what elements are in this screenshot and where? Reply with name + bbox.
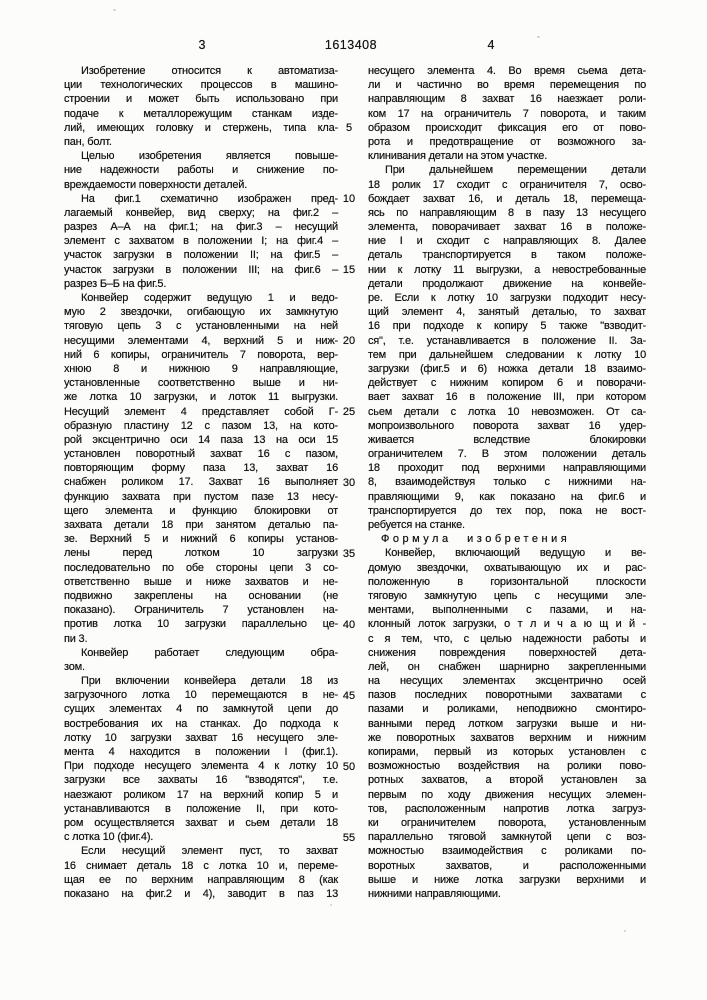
scan-speck	[624, 930, 626, 932]
right-column	[368, 64, 646, 901]
text-line: на несущих элементах эксцентрично осей	[368, 675, 646, 688]
text-line: ясь по направляющим 8 в пазу 13 несущего	[368, 206, 646, 219]
text-line: На фиг.1 схематично изображен пред-	[81, 192, 338, 205]
text-line: сущих элементах 4 по замкнутой цепи до	[64, 703, 338, 716]
text-line: ответственно выше и ниже захватов и не-	[64, 575, 338, 588]
text-line: ли и частично во время перемещения по	[368, 79, 646, 92]
text-line: с я тем, что, с целью надежности работы и	[368, 632, 646, 645]
text-line: подвижно закреплены на основании (не	[64, 589, 338, 602]
line-number: 15	[342, 263, 356, 276]
text-line: элемента, поворачивает захват 16 в положе-	[368, 221, 646, 234]
text-line: рота и предотвращение от возможного за-	[368, 135, 646, 148]
line-number: 40	[342, 618, 356, 631]
text-line: можностью взаимодействия с роликами по-	[368, 845, 646, 858]
text-line: востребования их на станках. До подхода к	[64, 717, 338, 730]
text-line: повторяющим форму паза 13, захват 16	[64, 462, 338, 475]
text-line: тов, расположенным напротив лотка загруз-	[368, 802, 646, 815]
text-line: установленные соответственно выше и ни-	[64, 377, 338, 390]
text-line: лены перед лотком 10 загрузки	[64, 547, 338, 560]
text-line: снижения повреждения поверхностей дета-	[368, 646, 646, 659]
text-line: лагаемый конвейер, вид сверху; на фиг.2 –	[64, 206, 338, 219]
text-line: 18 проходит под верхними направляющими	[368, 462, 646, 475]
text-line: установлен поворотный захват 16 с пазом,	[64, 448, 338, 461]
text-line: тем при дальнейшем следовании к лотку 10	[368, 348, 646, 361]
text-line: положенную в горизонтальной плоскости	[368, 575, 646, 588]
text-line: домую звездочки, охватывающую их и рас-	[368, 561, 646, 574]
text-line: ки ограничителем поворота, установленным	[368, 816, 646, 829]
text-line: тяговую цепь 3 с установленными на ней	[64, 320, 338, 333]
patent-number: 1613408	[324, 38, 378, 52]
text-line: Конвейер, включающий ведущую и ве-	[385, 547, 646, 560]
text-line: пазами и роликами, неподвижно смонтиро-	[368, 703, 646, 716]
text-line: зом.	[64, 660, 85, 673]
line-number: 25	[342, 405, 356, 418]
text-line: образную пластину 12 с пазом 13, на кото-	[64, 419, 338, 432]
text-line: мента 4 находится в положении I (фиг.1).	[64, 746, 338, 758]
text-line: сьем детали с лотка 10 невозможен. От са-	[368, 405, 646, 418]
left-column	[64, 64, 338, 901]
text-line: направляющим 8 захват 16 наезжает роли-	[368, 93, 646, 106]
text-line: образом происходит фиксация его от пово-	[368, 121, 646, 134]
text-line: воротных захватов, и расположенными	[368, 859, 646, 872]
text-line: первым по ходу движения несущих элемен-	[368, 788, 646, 801]
scan-speck	[330, 904, 332, 906]
scan-speck	[113, 9, 116, 11]
text-line: элемент с захватом в положении I; на фиг.4 –	[64, 235, 338, 248]
right-page-number: 4	[487, 38, 495, 52]
text-line: ся", т.е. устанавливается в положение II. За-	[368, 334, 646, 347]
line-number: 20	[342, 334, 356, 347]
text-line: пи 3.	[64, 632, 88, 645]
text-line: Конвейер работает следующим обра-	[81, 646, 338, 659]
text-line: против лотка 10 загрузки параллельно це-	[64, 618, 338, 631]
text-line: Целью изобретения является повыше-	[81, 150, 338, 163]
text-line: устанавливаются в положение II, при кото-	[64, 802, 338, 815]
text-line: щий элемент 4, занятый деталью, то захват	[368, 306, 646, 319]
text-line: пан, болт.	[64, 135, 112, 148]
text-line: мую 2 звездочки, огибающую их замкнутую	[64, 306, 338, 319]
text-line: ком 17 на ограничитель 7 поворота, и таким	[368, 107, 646, 120]
text-line: же лотка 10 загрузки, и лоток 11 выгрузки.	[64, 391, 338, 404]
text-line: последовательно по обе стороны цепи 3 со-	[64, 561, 338, 574]
text-line: зе. Верхний 5 и нижний 6 копиры установ-	[64, 533, 338, 546]
text-line: лей, он снабжен шарнирно закрепленными	[368, 660, 646, 673]
text-line: ние надежности работы и снижение по-	[64, 164, 338, 177]
text-line: функцию захвата при пустом пазе 13 несу-	[64, 490, 338, 503]
text-line: лий, имеющих головку и стержень, типа кла-	[64, 121, 338, 134]
text-line: нижними направляющими.	[368, 887, 501, 900]
text-line: разрез Б–Б на фиг.5.	[64, 277, 167, 290]
text-line: снабжен роликом 17. Захват 16 выполняет	[64, 476, 338, 489]
text-line: ре. Если к лотку 10 загрузки подходит несу-	[368, 292, 646, 304]
text-line: 16 снимает деталь 18 с лотка 10 и, переме-	[64, 859, 338, 872]
line-number: 50	[342, 760, 356, 773]
text-line: участок загрузки в положении II; на фиг.5 –	[64, 249, 338, 262]
text-line: захвата детали 18 при занятом деталью па-	[64, 519, 338, 531]
text-line: рой эксцентрично оси 14 паза 13 на оси 15	[64, 433, 338, 446]
text-line: 8, взаимодействуя только с нижними на-	[368, 476, 646, 489]
line-number-gutter	[336, 64, 362, 904]
text-line: клонный лоток загрузки, о т л и ч а ю щ и й -	[368, 618, 646, 631]
text-line: При дальнейшем перемещении детали	[385, 164, 646, 177]
text-line: выше и ниже лотка загрузки верхними и	[368, 873, 646, 886]
text-line: вает захват 16 в положение III, при котором	[368, 391, 646, 404]
text-line: 18 ролик 17 сходит с ограничителя 7, осво-	[368, 178, 646, 191]
text-line: Несущий элемент 4 представляет собой Г-	[64, 405, 338, 418]
text-line: мопроизвольного поворота захват 16 удер-	[368, 419, 646, 432]
text-line: детали продолжают движение на конвейе-	[368, 277, 646, 290]
text-line: копирами, первый из которых установлен с	[368, 746, 646, 758]
line-number: 30	[342, 476, 356, 489]
text-line: с лотка 10 (фиг.4).	[64, 831, 154, 844]
scan-speck	[537, 36, 540, 38]
text-line: При подходе несущего элемента 4 к лотку 10	[64, 760, 338, 773]
text-line: транспортируется до тех пор, пока не вост-	[368, 504, 646, 517]
text-line: пазов последних поворотными захватами с	[368, 689, 646, 702]
text-line: показано). Ограничитель 7 установлен на-	[64, 604, 338, 617]
text-line: правляющими 9, как показано на фиг.6 и	[368, 490, 646, 503]
text-line: участок загрузки в положении III; на фиг.6 –	[64, 263, 338, 276]
text-line: наезжают роликом 17 на верхний копир 5 и	[64, 788, 338, 801]
text-line: щая ее по верхним направляющим 8 (как	[64, 873, 338, 886]
text-line: тяговую замкнутую цепь с несущими эле-	[368, 589, 646, 602]
text-line: ментами, выполненными с пазами, и на-	[368, 604, 646, 617]
text-line: несущего элемента 4. Во время сьема дета-	[368, 65, 646, 77]
text-line: лотку 10 загрузки захват 16 несущего эле-	[64, 731, 338, 744]
text-line: бождает захват 16, и деталь 18, перемеща-	[368, 192, 646, 205]
line-number: 55	[342, 831, 356, 844]
text-line: клинивания детали на этом участке.	[368, 150, 548, 163]
text-line: возможностью воздействия на ролики пово-	[368, 760, 646, 773]
text-line: загрузки все захваты 16 "взводятся", т.е.	[64, 774, 338, 787]
text-line: действует с нижним копиром 6 и поворачи-	[368, 377, 646, 390]
text-line: несущими элементами 4, верхний 5 и ниж-	[64, 334, 338, 347]
text-line: ребуется на станке.	[368, 519, 465, 531]
left-page-number: 3	[198, 38, 206, 52]
formula-heading: Формула изобретения	[381, 533, 571, 546]
text-line: Конвейер содержит ведущую 1 и ведо-	[81, 292, 338, 304]
line-number: 5	[345, 121, 353, 134]
line-number: 35	[342, 547, 356, 560]
text-line: ванными перед лотком загрузки выше и ни-	[368, 717, 646, 730]
text-line: Изобретение относится к автоматиза-	[81, 65, 338, 77]
text-line: деталь транспортируется в таком положе-	[368, 249, 646, 262]
text-line: Если несущий элемент пуст, то захват	[81, 845, 338, 858]
text-line: 16 при подходе к копиру 5 также "взводит-	[368, 320, 646, 333]
text-line: хнюю 8 и нижнюю 9 направляющие,	[64, 362, 338, 375]
text-line: ции технологических процессов в машино-	[64, 79, 338, 92]
text-line: живается вследствие блокировки	[368, 433, 646, 446]
text-line: ром осуществляется захват и сьем детали 18	[64, 816, 338, 829]
text-line: параллельно тяговой замкнутой цепи с воз-	[368, 831, 646, 844]
text-line: ротных захватов, а второй установлен за	[368, 774, 646, 787]
line-number: 45	[342, 689, 356, 702]
text-line: нии к лотку 11 выгрузки, а невостребованные	[368, 263, 646, 276]
text-line: строении и может быть использовано при	[64, 93, 338, 106]
text-line: разрез А–А на фиг.1; на фиг.3 – несущий	[64, 221, 338, 234]
text-line: загрузки (фиг.5 и 6) ножка детали 18 взаимо-	[368, 362, 646, 375]
text-line: При включении конвейера детали 18 из	[81, 675, 338, 688]
text-line: загрузочного лотка 10 перемещаются в не-	[64, 689, 338, 702]
line-number: 10	[342, 192, 356, 205]
text-line: подаче к металлорежущим станкам изде-	[64, 107, 338, 120]
text-line: показано на фиг.2 и 4), заводит в паз 13	[64, 887, 338, 900]
text-line: же поворотных захватов верхним и нижним	[368, 731, 646, 744]
text-line: ний 6 копиры, ограничитель 7 поворота, вер-	[64, 348, 338, 361]
text-line: вреждаемости поверхности деталей.	[64, 178, 248, 191]
text-line: ограничителем 7. В этом положении деталь	[368, 448, 646, 461]
text-line: щего элемента и функцию блокировки от	[64, 504, 338, 517]
text-line: ние I и сходит с направляющих 8. Далее	[368, 235, 646, 248]
